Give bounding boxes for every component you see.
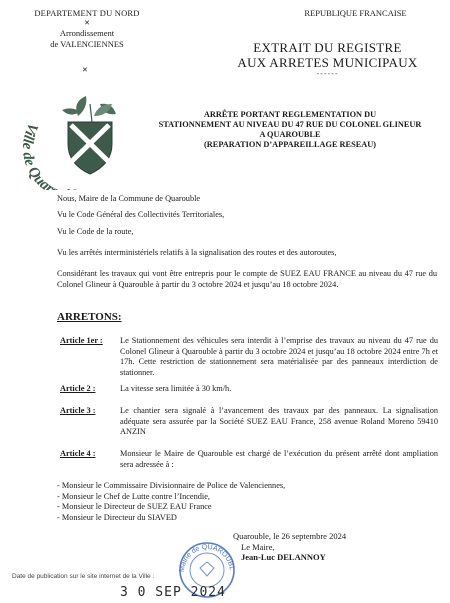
- city-crest-icon: [16, 82, 136, 190]
- title-line-2: AUX ARRETES MUNICIPAUX: [237, 55, 418, 70]
- preamble-mayor: Nous, Maire de la Commune de Quarouble: [57, 194, 201, 203]
- list-item: - Monsieur le Commissaire Divisionnaire de Police de Valenciennes,: [57, 481, 286, 490]
- arrete-line-2: STATIONNEMENT AU NIVEAU DU 47 RUE DU COLONEL GLINEUR: [158, 120, 422, 129]
- publication-date-stamp: 3 0 SEP 2024: [120, 585, 226, 600]
- place-date: Quarouble, le 26 septembre 2024: [233, 531, 347, 541]
- republic-label: REPUBLIQUE FRANCAISE: [304, 8, 407, 18]
- list-item: - Monsieur le Directeur de SUEZ EAU France: [57, 502, 212, 511]
- arrete-line-4: (REPARATION D’APPAREILLAGE RESEAU): [204, 140, 376, 149]
- separator-star-icon: ✕: [84, 19, 90, 27]
- article-2-text: La vitesse sera limitée à 30 km/h.: [120, 384, 232, 393]
- arretons-heading: ARRETONS:: [57, 311, 122, 323]
- separator-star-icon-2: ✕: [82, 66, 88, 74]
- document-title: [210, 40, 445, 78]
- header-left: [12, 8, 162, 50]
- recipients-list: [57, 481, 357, 523]
- article-2-label: Article 2 :: [60, 384, 96, 393]
- article-4-label: Article 4 :: [60, 449, 96, 458]
- article-3-label: Article 3 :: [60, 406, 96, 415]
- preamble-arretes: Vu les arrêtés interministériels relatifs à la signalisation des routes et des autoroutes,: [57, 248, 337, 257]
- signature-block: [233, 531, 433, 563]
- article-1-label: Article 1er :: [60, 336, 103, 345]
- arrete-line-1: ARRÊTE PORTANT REGLEMENTATION DU: [203, 110, 377, 119]
- signatory-name: Jean-Luc DELANNOY: [241, 552, 326, 562]
- preamble-considerant: Considérant les travaux qui vont être entrepris pour le compte de SUEZ EAU FRANCE au niveau du 47 rue du Colonel Glineur à Quarouble à partir du 3 octobre 2024 et jusqu’au 18 octobre 2024.: [57, 269, 437, 289]
- article-3-text: Le chantier sera signalé à l’avancement des travaux par des panneaux. La signalisation adéquate sera assurée par la Société SUEZ EAU France, 258 avenue Roland Moreno 59410 ANZIN: [120, 406, 438, 436]
- publication-label: Date de publication sur le site internet de la Ville :: [12, 573, 155, 580]
- logo-text: Ville de Quar: [18, 120, 57, 190]
- city-logo: [16, 82, 136, 190]
- arrete-line-3: A QUAROUBLE: [259, 130, 321, 139]
- title-line-1: EXTRAIT DU REGISTRE: [253, 40, 402, 55]
- list-item: - Monsieur le Chef de Lutte contre l’Incendie,: [57, 491, 210, 501]
- title-dashes: ------: [316, 69, 339, 78]
- arrondissement-name: de VALENCIENNES: [50, 39, 124, 49]
- stamp-text: Mairie de QUAROUBL: [178, 543, 235, 573]
- arrete-heading: [140, 110, 440, 150]
- department-name: DEPARTEMENT DU NORD: [34, 8, 140, 18]
- article-1-text: Le Stationnement des véhicules sera interdit à l’emprise des travaux au niveau du 47 rue du Colonel Glineur à Quarouble à partir du 3 octobre 2024 et jusqu’au 18 octobre 2024 entre 7h et 17h. Cette restriction de stationnement sera matérialisée par des panneaux interdiction de stationner.: [120, 336, 438, 377]
- signatory-role: Le Maire,: [241, 541, 275, 552]
- arrondissement-label: Arrondissement: [59, 28, 115, 38]
- preamble-code-route: Vu le Code de la route,: [57, 227, 134, 236]
- list-item: - Monsieur le Directeur du SIAVED: [57, 512, 177, 522]
- article-4-text: Monsieur le Maire de Quarouble est chargé de l’exécution du présent arrêté dont ampliation sera adressée à :: [120, 449, 438, 469]
- preamble-cgct: Vu le Code Général des Collectivités Territoriales,: [57, 210, 225, 219]
